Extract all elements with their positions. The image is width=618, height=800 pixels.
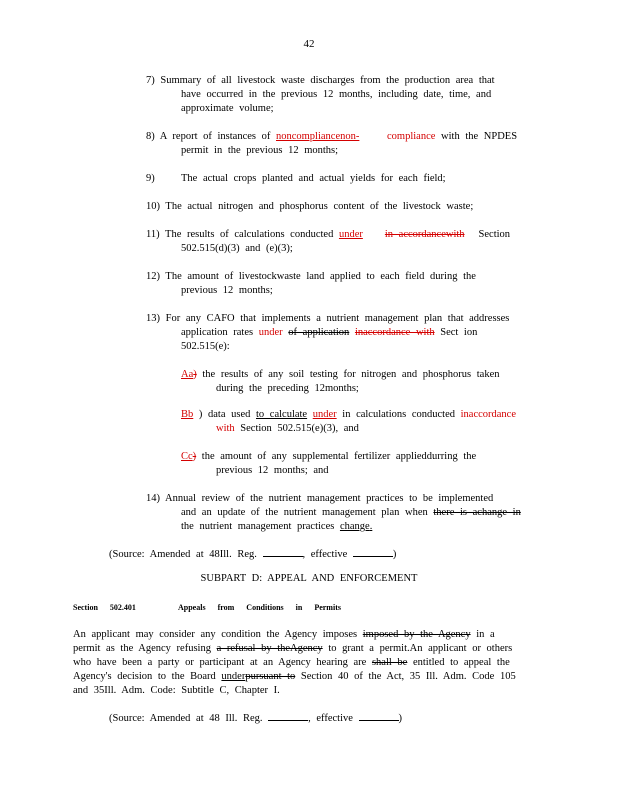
body-line-2: permit as the Agency refusing a refusal by theAgency to grant a permit.An applicant or others	[73, 643, 513, 654]
deletion-inaccordance-with: inaccordance with	[354, 327, 435, 338]
underlined-to-calculate: to calculate	[256, 409, 308, 420]
item-14-line-2: and an update of the nutrient management plan when there is achange in	[181, 507, 521, 518]
insertion-under: under	[338, 229, 363, 240]
item-11-line-1: 11) The results of calculations conducted under in accordancewith Section	[146, 229, 511, 240]
item-10: 10) The actual nitrogen and phosphorus content of the livestock waste;	[146, 201, 474, 212]
body-line-4: Agency's decision to the Board underpursuant to Section 40 of the Act, 35 Ill. Adm. Code 105	[73, 671, 516, 682]
section-number: Section 502.401	[73, 603, 136, 612]
body-line-5: and 35Ill. Adm. Code: Subtitle C, Chapter I.	[73, 685, 280, 696]
page-number: 42	[303, 38, 315, 50]
sub-item-a-line-2: during the preceding 12months;	[216, 383, 359, 394]
item-7-line-1: 7) Summary of all livestock waste discharges from the production area that	[146, 75, 495, 86]
body-line-3: who have been a party or participant at an Agency hearing are shall be entitled to appeal the	[73, 657, 510, 668]
sub-item-b-line-2: with Section 502.515(e)(3), and	[216, 423, 359, 434]
item-13-line-1: 13) For any CAFO that implements a nutrient management plan that addresses	[146, 313, 510, 324]
insertion-noncompliance: noncompliancenon-	[275, 131, 360, 142]
subpart-heading: SUBPART D: APPEAL AND ENFORCEMENT	[200, 573, 418, 584]
section-title: Appeals from Conditions in Permits	[178, 603, 341, 612]
deletion-a-refusal-by-the-agency: a refusal by theAgency	[216, 643, 323, 654]
item-8-line-1: 8) A report of instances of noncompliancenon- compliance with the NPDES	[146, 131, 518, 142]
item-12-line-2: previous 12 months;	[181, 285, 273, 296]
item-8-line-2: permit in the previous 12 months;	[181, 145, 339, 156]
item-7-line-2: have occurred in the previous 12 months, including date, time, and	[181, 89, 492, 100]
blank-reg-number	[263, 546, 303, 557]
item-7-line-3: approximate volume;	[181, 103, 274, 114]
item-9-text: The actual crops planted and actual yields for each field;	[181, 173, 446, 184]
item-13-line-2: application rates under of application inaccordance with Sect ion	[181, 327, 478, 338]
insertion-bb: Bb	[181, 409, 194, 420]
deletion-in-accordance-with: in accordancewith	[384, 229, 465, 240]
insertion-under: under	[312, 409, 337, 420]
deletion-pursuant-to: pursuant to	[245, 671, 296, 682]
blank-effective-date	[359, 710, 399, 721]
sub-item-b-line-1: Bb ) data used to calculate under in calculations conducted inaccordance	[181, 409, 517, 420]
insertion-under: under	[221, 671, 246, 682]
item-9-number: 9)	[146, 173, 155, 184]
source-note-2: (Source: Amended at 48 Ill. Reg. , effective )	[109, 710, 402, 726]
sub-item-a-line-1: Aa) the results of any soil testing for nitrogen and phosphorus taken	[181, 369, 500, 380]
item-12-line-1: 12) The amount of livestockwaste land applied to each field during the	[146, 271, 476, 282]
deletion-of-application: of application	[288, 327, 350, 338]
sub-item-c-line-1: Cc) the amount of any supplemental fertilizer applieddurring the	[181, 451, 477, 462]
blank-reg-number	[268, 710, 308, 721]
body-line-1: An applicant may consider any condition the Agency imposes imposed by the Agency in a	[73, 629, 495, 640]
insertion-aa: Aa	[181, 369, 194, 380]
insertion-under: under	[258, 327, 283, 338]
blank-effective-date	[353, 546, 393, 557]
deletion-there-is-a-change-in: there is achange in	[433, 507, 521, 518]
item-13-line-3: 502.515(e):	[181, 341, 230, 352]
insertion-cc: Cc	[181, 451, 193, 462]
deletion-shall-be: shall be	[371, 657, 408, 668]
insertion-compliance: compliance	[387, 131, 436, 142]
source-note-1: (Source: Amended at 48Ill. Reg. , effective )	[109, 546, 396, 562]
item-14-line-3: the nutrient management practices change.	[181, 521, 373, 532]
underlined-change: change	[339, 521, 370, 532]
item-14-line-1: 14) Annual review of the nutrient management practices to be implemented	[146, 493, 494, 504]
deletion-imposed-by-the-agency: imposed by the Agency	[362, 629, 471, 640]
sub-item-c-line-2: previous 12 months; and	[216, 465, 329, 476]
item-11-line-2: 502.515(d)(3) and (e)(3);	[181, 243, 293, 254]
